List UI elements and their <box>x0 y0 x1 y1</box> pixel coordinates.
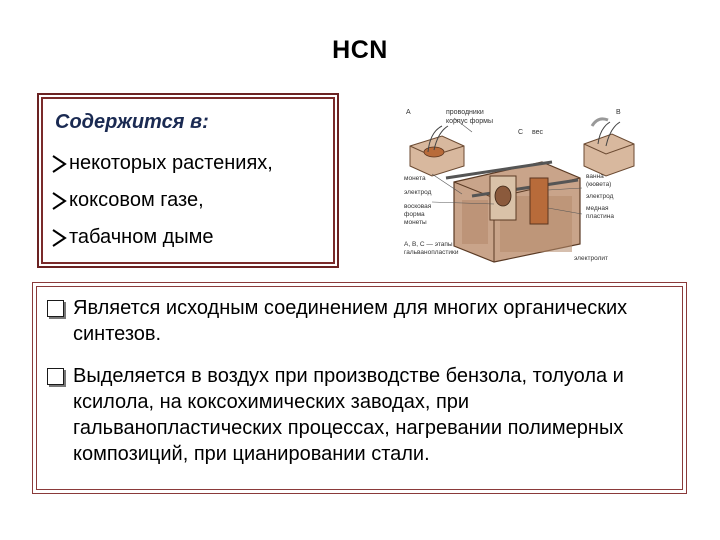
figure-label-c: C <box>518 129 524 136</box>
figure-label-elektrod-right: электрод <box>586 193 614 200</box>
checkbox-square-icon <box>47 368 64 385</box>
list-item <box>45 363 672 467</box>
list-item <box>51 219 273 256</box>
arrow-right-icon <box>51 154 67 174</box>
checkbox-square-icon <box>47 300 64 317</box>
contains-list <box>51 145 273 256</box>
arrow-right-icon <box>51 191 67 211</box>
list-item-text: табачном дыме <box>69 226 214 248</box>
electroplating-bath-diagram-icon <box>402 104 640 264</box>
figure-label-elektrolit: электролит <box>574 255 608 262</box>
electroplating-diagram <box>402 104 640 264</box>
list-item-text: коксовом газе, <box>69 189 204 211</box>
figure-label-plastina: пластина <box>586 213 614 220</box>
contains-heading: Содержится в: <box>55 111 209 133</box>
figure-label-abc: А, В, С — этапы <box>404 241 453 248</box>
list-item-text: некоторых растениях, <box>69 152 273 174</box>
figure-label-voskovaya: восковая <box>404 203 432 210</box>
figure-label-ves: вес <box>532 129 544 136</box>
facts-box <box>36 286 683 490</box>
list-item-text: Выделяется в воздух при производстве бензола, толуола и ксилола, на коксохимических заводах, при гальванопластических процессах, нагревании полимерных композиций, при цианировании стали. <box>73 365 624 465</box>
list-item-text: Является исходным соединением для многих органических синтезов. <box>73 297 628 345</box>
figure-label-b: B <box>616 109 621 116</box>
figure-label-kyuveta: (кювета) <box>586 181 612 188</box>
figure-label-provodniki: проводники <box>446 109 484 116</box>
slide-title: HCN <box>332 36 388 64</box>
figure-label-moneta: монета <box>404 175 426 182</box>
figure-label-galvano: гальванопластики <box>404 249 459 256</box>
figure-label-a: А <box>406 109 411 116</box>
figure-label-monety: монеты <box>404 219 427 226</box>
list-item <box>51 145 273 182</box>
figure-label-elektrod-left: электрод <box>404 189 432 196</box>
figure-label-korpus: корпус формы <box>446 118 493 125</box>
facts-list <box>45 295 672 483</box>
figure-label-forma: форма <box>404 211 425 218</box>
contains-box <box>42 98 334 263</box>
list-item <box>51 182 273 219</box>
list-item <box>45 295 672 347</box>
figure-label-mednaya: медная <box>586 205 609 212</box>
arrow-right-icon <box>51 228 67 248</box>
figure-label-vanna: ванна <box>586 173 604 180</box>
